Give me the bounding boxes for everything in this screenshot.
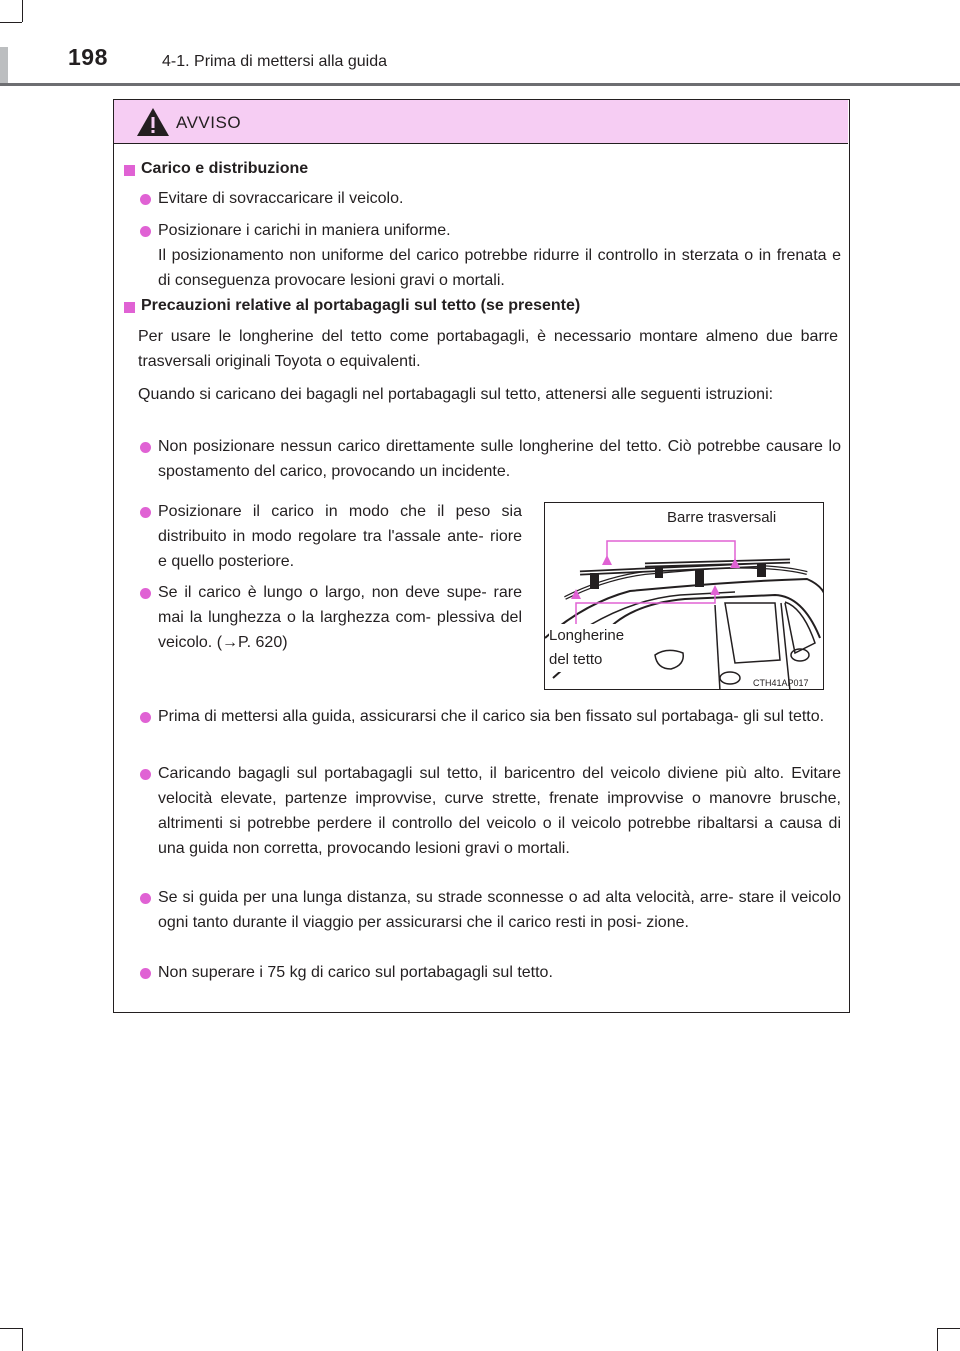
section-marker xyxy=(124,302,135,313)
bullet-icon xyxy=(140,442,151,453)
page-header xyxy=(0,0,960,90)
warning-header xyxy=(114,100,848,144)
bullet-icon xyxy=(140,712,151,723)
bullet-text: Posizionare i carichi in maniera uniforme. xyxy=(158,222,451,239)
crop-mark xyxy=(22,1328,23,1351)
warning-triangle-icon xyxy=(136,107,170,137)
warning-title: AVVISO xyxy=(176,113,242,132)
crop-mark xyxy=(938,1328,960,1329)
section-marker xyxy=(124,165,135,176)
figure-code: CTH41AP017 xyxy=(753,678,809,688)
bullet-icon xyxy=(140,588,151,599)
bullet-icon xyxy=(140,968,151,979)
bullet-text: Prima di mettersi alla guida, assicurarsi che il carico sia ben fissato sul portabaga- gli sul tetto. xyxy=(158,708,825,725)
label-rails-line2: del tetto xyxy=(549,651,603,668)
bullet-icon xyxy=(140,226,151,237)
bullet-icon xyxy=(140,893,151,904)
bullet-icon xyxy=(140,769,151,780)
header-tab xyxy=(0,47,8,83)
label-rails xyxy=(549,624,624,672)
section-heading-load: Carico e distribuzione xyxy=(141,160,309,177)
bullet-text-continuation: Il posizionamento non uniforme del carico potrebbe ridurre il controllo in sterzata o in frenata e di conseguenza provocare lesioni gravi o mortali. xyxy=(158,247,841,289)
label-rails-line1: Longherine xyxy=(549,627,625,644)
bullet-text: Evitare di sovraccaricare il veicolo. xyxy=(158,190,404,207)
section-heading-roof-rack: Precauzioni relative al portabagagli sul tetto (se presente) xyxy=(141,297,581,314)
bullet-icon xyxy=(140,194,151,205)
page-number: 198 xyxy=(68,44,108,70)
header-rule xyxy=(0,83,960,86)
crop-mark xyxy=(937,1328,938,1351)
bullet-text: Non posizionare nessun carico direttamente sulle longherine del tetto. Ciò potrebbe causare lo spostamento del carico, provocando un incidente. xyxy=(158,438,841,480)
bullet-text: Se il carico è lungo o largo, non deve supe- rare mai la lunghezza o la larghezza com- plessiva del veicolo. (→P. 620) xyxy=(158,584,522,651)
crop-mark xyxy=(0,1328,22,1329)
roof-rack-figure xyxy=(544,502,824,690)
bullet-text: Non superare i 75 kg di carico sul portabagagli sul tetto. xyxy=(158,964,553,981)
section-title: 4-1. Prima di mettersi alla guida xyxy=(162,53,387,70)
bullet-text: Se si guida per una lunga distanza, su strade sconnesse o ad alta velocità, arre- stare il veicolo ogni tanto durante il viaggio per assicurarsi che il carico resti in posi- zione. xyxy=(158,889,841,931)
bullet-text: Posizionare il carico in modo che il peso sia distribuito in modo regolare tra l'assale ante- riore e quello posteriore. xyxy=(158,503,522,570)
paragraph: Quando si caricano dei bagagli nel portabagagli sul tetto, attenersi alle seguenti istruzioni: xyxy=(138,386,774,403)
paragraph: Per usare le longherine del tetto come portabagagli, è necessario montare almeno due barre trasversali originali Toyota o equivalenti. xyxy=(138,328,838,370)
bullet-icon xyxy=(140,507,151,518)
bullet-text: Caricando bagagli sul portabagagli sul tetto, il baricentro del veicolo diviene più alto. Evitare velocità elevate, partenze improvvise, curve strette, frenate improvvise o manovre brusche, altrimenti si potrebbe perdere il controllo del veicolo o il veicolo potrebbe ribaltarsi a causa di una guida non corretta, provocando lesioni gravi o mortali. xyxy=(158,765,841,857)
label-crossbars: Barre trasversali xyxy=(667,509,777,526)
